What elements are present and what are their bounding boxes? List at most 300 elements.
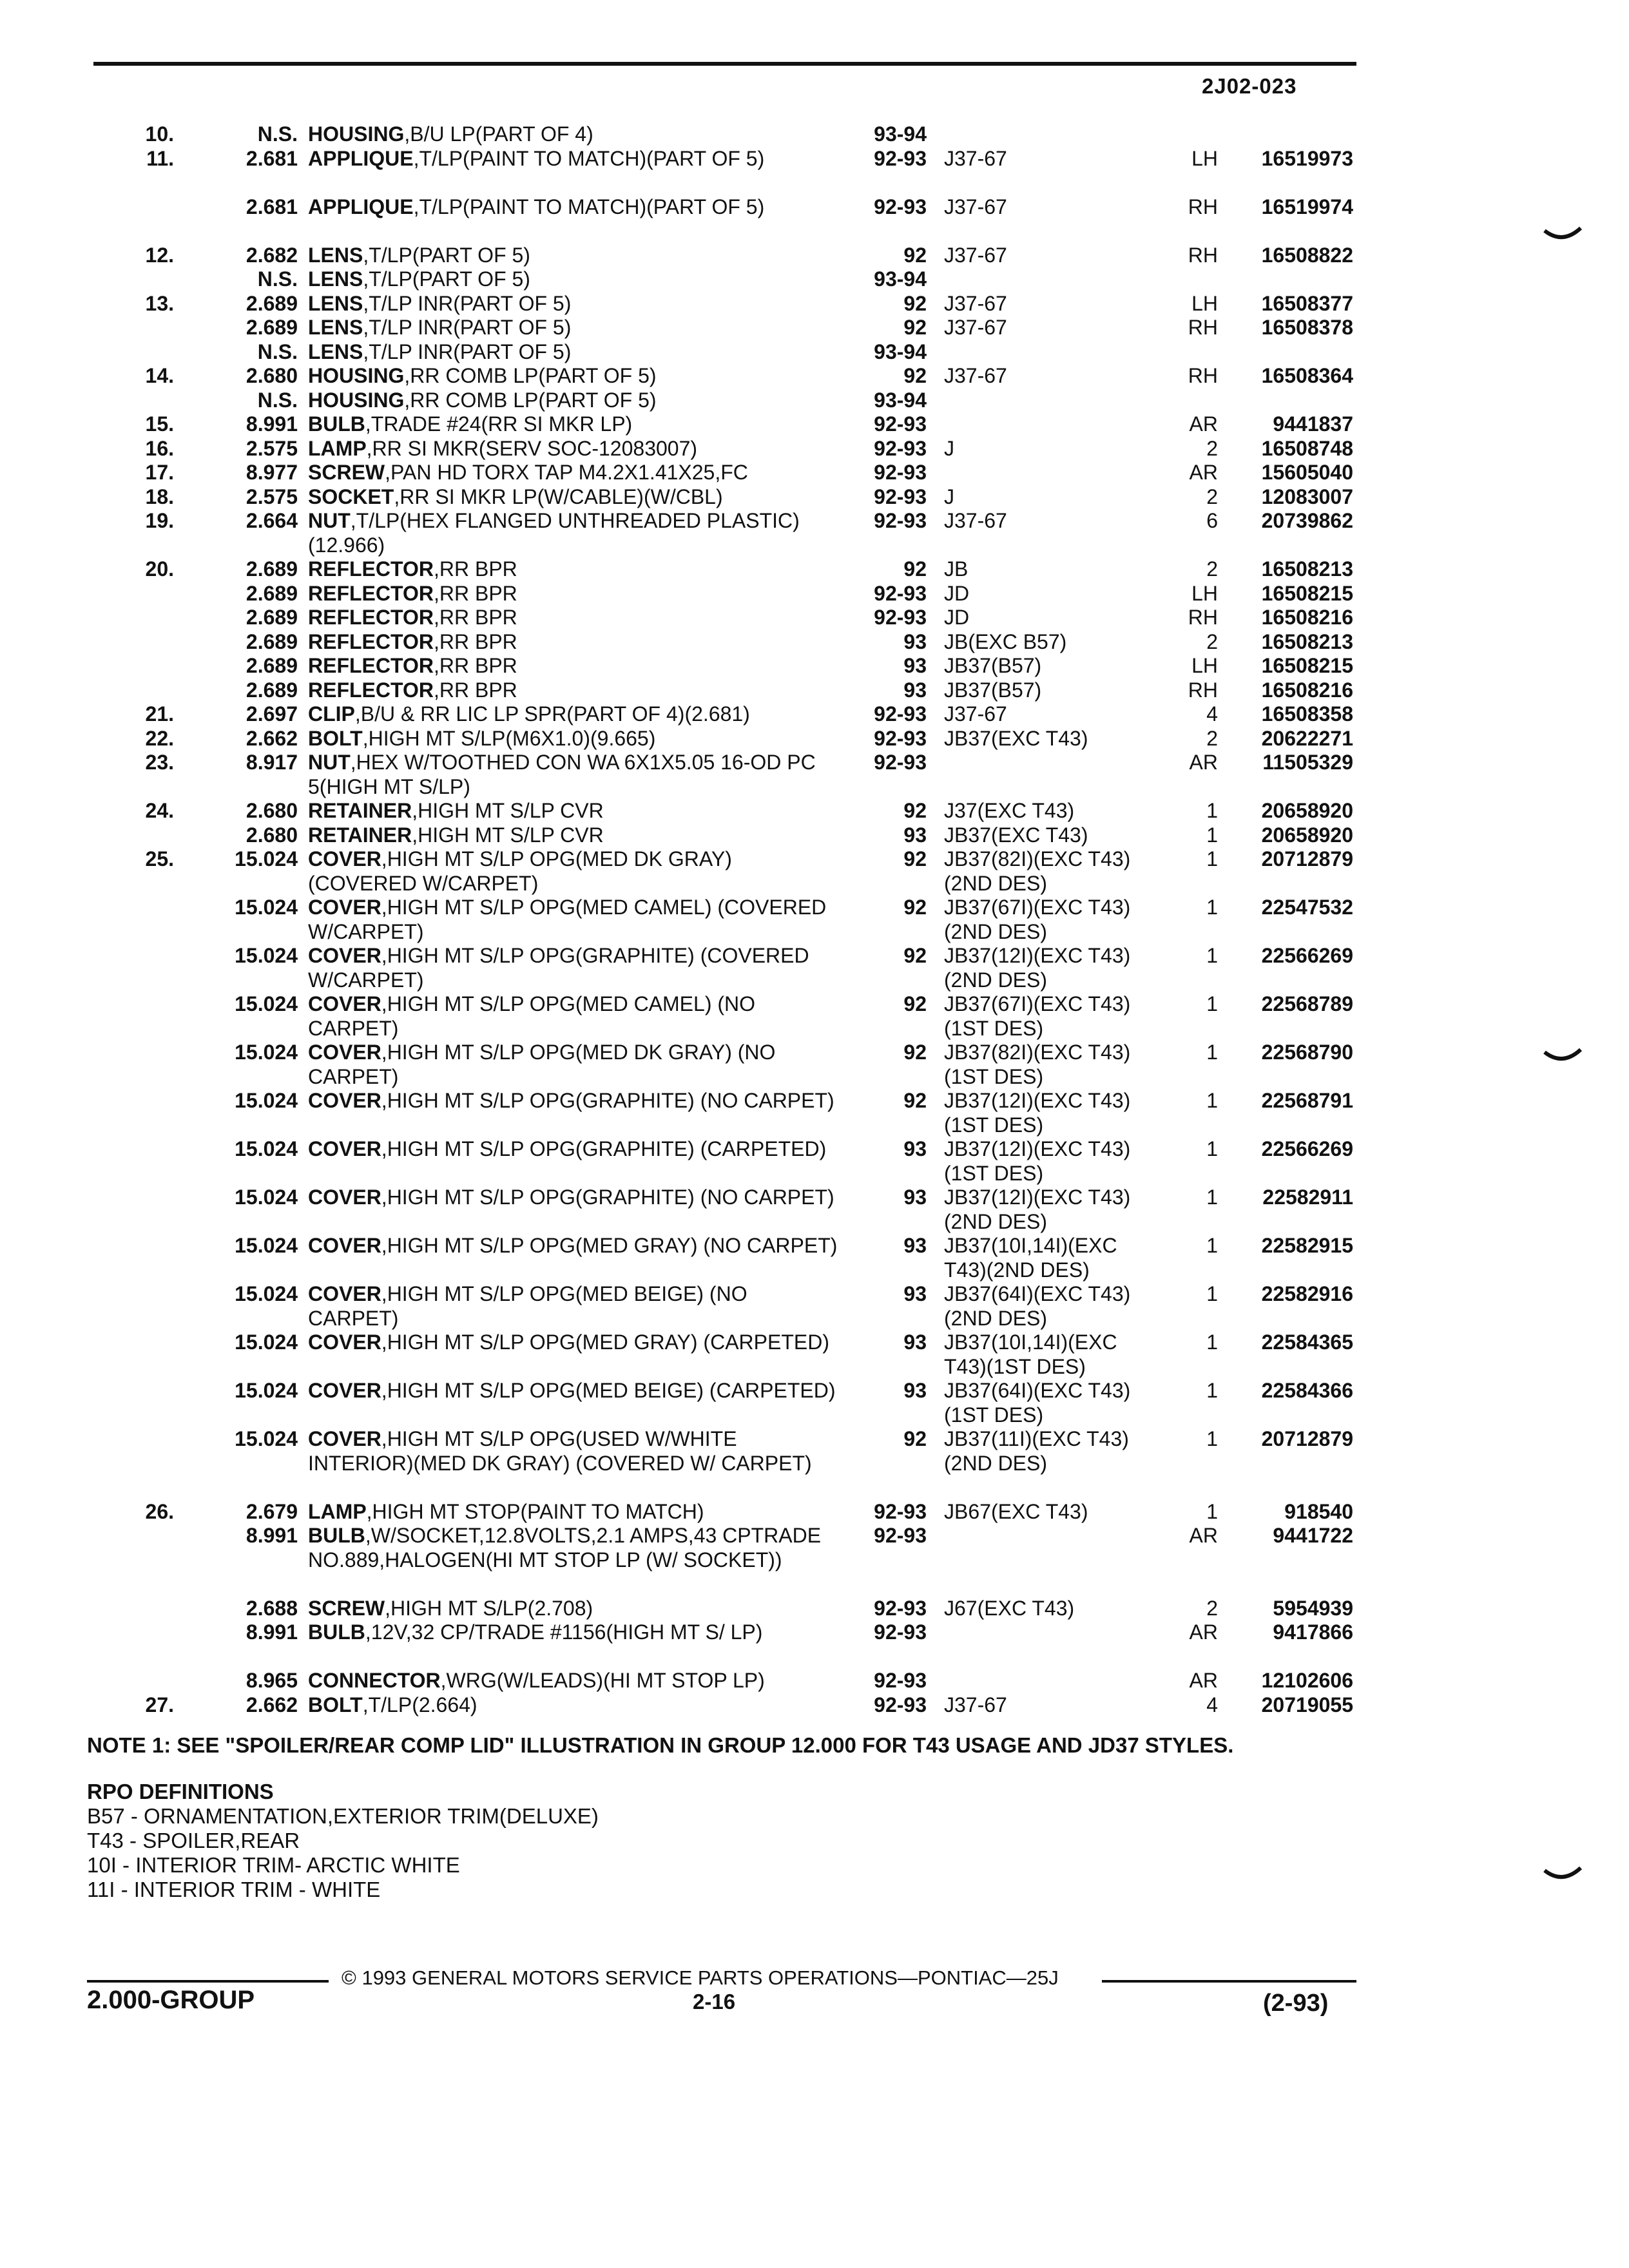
part-description (308, 292, 843, 316)
table-row (0, 1379, 1629, 1427)
ref-number: 14. (145, 364, 174, 387)
part-description (308, 437, 843, 461)
binder-mark-icon (1543, 1865, 1582, 1885)
table-row (0, 1500, 1629, 1524)
group-number: 2.689 (246, 678, 298, 702)
part-number: 20712879 (1261, 847, 1353, 870)
model-year: 92 (903, 1089, 927, 1112)
part-description (308, 1597, 843, 1621)
table-row (0, 1597, 1629, 1621)
usage: JB37(11I)(EXC T43)(2ND DES) (944, 1427, 1129, 1475)
part-detail: ,HIGH MT S/LP(2.708) (385, 1596, 593, 1620)
part-name: APPLIQUE (308, 146, 414, 170)
part-name: REFLECTOR (308, 557, 434, 581)
model-year: 92 (903, 847, 927, 870)
part-detail: ,RR SI MKR(SERV SOC-12083007) (366, 436, 698, 460)
usage: JB37(67I)(EXC T43)(2ND DES) (944, 896, 1131, 943)
model-year: 92-93 (874, 581, 927, 605)
part-detail: ,RR BPR (433, 678, 517, 702)
group-number: 15.024 (235, 944, 298, 967)
part-name: RETAINER (308, 823, 412, 847)
model-year: 93-94 (874, 267, 927, 291)
part-number: 16508216 (1261, 606, 1353, 629)
note-1: NOTE 1: SEE "SPOILER/REAR COMP LID" ILLUSTRATION IN GROUP 12.000 FOR T43 USAGE AND JD37 STYLES. (87, 1733, 1234, 1757)
quantity: 1 (1206, 847, 1218, 870)
model-year: 93 (903, 1186, 927, 1209)
part-name: COVER (308, 1089, 381, 1112)
part-number: 16508215 (1261, 581, 1353, 605)
part-description (308, 702, 843, 727)
table-row (0, 1427, 1629, 1500)
model-year: 92-93 (874, 1693, 927, 1716)
ref-number: 26. (145, 1499, 174, 1523)
part-description (308, 1331, 843, 1355)
table-row (0, 340, 1629, 365)
usage: J37-67 (944, 509, 1007, 532)
table-row (0, 316, 1629, 340)
model-year: 92-93 (874, 485, 927, 508)
part-number: 16508216 (1261, 678, 1353, 702)
part-detail: ,HIGH MT S/LP OPG(MED GRAY) (CARPETED) (381, 1331, 829, 1354)
table-row (0, 1186, 1629, 1234)
part-description (308, 606, 843, 630)
part-description (308, 1379, 843, 1403)
group-number: 15.024 (235, 896, 298, 919)
part-number: 16508364 (1261, 364, 1353, 387)
quantity: 1 (1206, 896, 1218, 919)
part-name: BOLT (308, 1693, 363, 1716)
quantity: AR (1189, 751, 1218, 774)
part-description (308, 461, 843, 485)
group-number: N.S. (257, 122, 298, 146)
quantity: AR (1189, 1524, 1218, 1547)
rpo-title: RPO DEFINITIONS (87, 1780, 274, 1803)
model-year: 92 (903, 799, 927, 822)
part-description (308, 847, 843, 896)
quantity: AR (1189, 1669, 1218, 1692)
part-description (308, 557, 843, 582)
group-number: 2.689 (246, 291, 298, 315)
part-name: COVER (308, 847, 381, 870)
part-name: REFLECTOR (308, 678, 434, 702)
part-detail: ,HIGH MT S/LP OPG(MED CAMEL) (NO CARPET) (308, 992, 756, 1040)
quantity: 1 (1206, 1234, 1218, 1257)
part-detail: ,RR BPR (433, 606, 517, 629)
table-row (0, 389, 1629, 413)
group-number: 8.965 (246, 1669, 298, 1692)
part-number: 20739862 (1261, 509, 1353, 532)
part-detail: ,HEX W/TOOTHED CON WA 6X1X5.05 16-OD PC 5(HIGH MT S/LP) (308, 751, 816, 798)
table-row (0, 1089, 1629, 1137)
ref-number: 17. (145, 461, 174, 484)
part-detail: ,HIGH MT S/LP OPG(GRAPHITE) (NO CARPET) (381, 1186, 834, 1209)
group-number: 2.662 (246, 1693, 298, 1716)
part-detail: ,HIGH MT S/LP CVR (412, 799, 604, 822)
usage: J (944, 485, 954, 508)
group-number: N.S. (257, 388, 298, 412)
part-description (308, 1137, 843, 1162)
usage: J37-67 (944, 146, 1007, 170)
model-year: 93-94 (874, 340, 927, 363)
part-detail: ,T/LP INR(PART OF 5) (363, 340, 572, 363)
part-name: BULB (308, 412, 365, 436)
group-number: N.S. (257, 267, 298, 291)
part-name: SCREW (308, 461, 385, 484)
group-number: 15.024 (235, 1427, 298, 1450)
table-row (0, 1524, 1629, 1597)
usage: J67(EXC T43) (944, 1596, 1075, 1620)
group-number: 15.024 (235, 992, 298, 1015)
part-number: 22582911 (1262, 1186, 1353, 1209)
table-row (0, 267, 1629, 292)
model-year: 92-93 (874, 412, 927, 436)
group-number: 15.024 (235, 1331, 298, 1354)
model-year: 92-93 (874, 606, 927, 629)
table-row (0, 799, 1629, 823)
part-name: SOCKET (308, 485, 394, 508)
quantity: 1 (1206, 1427, 1218, 1450)
part-name: BULB (308, 1620, 365, 1644)
part-number: 22582915 (1261, 1234, 1353, 1257)
ref-number: 13. (145, 291, 174, 315)
quantity: RH (1188, 316, 1218, 339)
top-rule (93, 62, 1356, 66)
usage: JB37(10I,14I)(EXC T43)(2ND DES) (944, 1234, 1117, 1282)
group-number: 2.575 (246, 485, 298, 508)
footer-rule-left (87, 1980, 329, 1983)
rpo-item: B57 - ORNAMENTATION,EXTERIOR TRIM(DELUXE) (87, 1804, 599, 1828)
part-description (308, 316, 843, 340)
quantity: 1 (1206, 1379, 1218, 1402)
group-number: 2.575 (246, 436, 298, 460)
table-row (0, 823, 1629, 848)
group-number: 2.680 (246, 364, 298, 387)
part-name: LAMP (308, 1499, 367, 1523)
model-year: 92-93 (874, 461, 927, 484)
part-number: 16508358 (1261, 702, 1353, 726)
usage: J37-67 (944, 316, 1007, 339)
group-number: 8.991 (246, 1620, 298, 1644)
part-name: CONNECTOR (308, 1669, 441, 1692)
part-name: RETAINER (308, 799, 412, 822)
footer-rule-right (1102, 1980, 1356, 1983)
quantity: LH (1191, 291, 1218, 315)
part-description (308, 823, 843, 848)
part-name: REFLECTOR (308, 654, 434, 677)
group-number: 2.689 (246, 629, 298, 653)
table-row (0, 364, 1629, 389)
part-description (308, 195, 843, 220)
usage: J (944, 436, 954, 460)
model-year: 93 (903, 823, 927, 847)
usage: JB37(82I)(EXC T43)(2ND DES) (944, 847, 1131, 895)
part-number: 16508213 (1261, 629, 1353, 653)
quantity: LH (1191, 654, 1218, 677)
parts-table (0, 122, 1629, 1717)
part-description (308, 799, 843, 823)
part-number: 20658920 (1261, 823, 1353, 847)
part-number: 16519973 (1261, 146, 1353, 170)
part-detail: ,T/LP(PART OF 5) (363, 267, 530, 291)
rpo-definitions (87, 1780, 599, 1902)
part-description (308, 389, 843, 413)
part-number: 918540 (1284, 1499, 1353, 1523)
table-row (0, 992, 1629, 1041)
rpo-item: 11I - INTERIOR TRIM - WHITE (87, 1878, 381, 1901)
table-row (0, 122, 1629, 147)
part-number: 22582916 (1261, 1282, 1353, 1305)
copyright: © 1993 GENERAL MOTORS SERVICE PARTS OPERATIONS—PONTIAC—25J (342, 1966, 1059, 1989)
part-detail: ,TRADE #24(RR SI MKR LP) (365, 412, 633, 436)
part-name: LENS (308, 267, 363, 291)
model-year: 92-93 (874, 146, 927, 170)
part-number: 9441837 (1273, 412, 1353, 436)
usage: J37-67 (944, 702, 1007, 726)
model-year: 92 (903, 291, 927, 315)
ref-number: 19. (145, 509, 174, 532)
model-year: 92-93 (874, 702, 927, 726)
table-row (0, 1041, 1629, 1089)
table-row (0, 1234, 1629, 1282)
part-description (308, 1620, 843, 1645)
part-number: 16508378 (1261, 316, 1353, 339)
part-description (308, 1524, 843, 1572)
table-row (0, 437, 1629, 461)
part-number: 22568791 (1261, 1089, 1353, 1112)
group-number: 15.024 (235, 1041, 298, 1064)
part-detail: ,HIGH MT S/LP CVR (412, 823, 604, 847)
quantity: 1 (1206, 1331, 1218, 1354)
quantity: 6 (1206, 509, 1218, 532)
quantity: 2 (1206, 726, 1218, 750)
model-year: 92 (903, 992, 927, 1015)
part-name: BOLT (308, 726, 363, 750)
group-number: 2.679 (246, 1499, 298, 1523)
quantity: AR (1189, 461, 1218, 484)
part-name: LENS (308, 340, 363, 363)
model-year: 92 (903, 944, 927, 967)
model-year: 92-93 (874, 1596, 927, 1620)
part-detail: ,W/SOCKET,12.8VOLTS,2.1 AMPS,43 CPTRADE NO.889,HALOGEN(HI MT STOP LP (W/ SOCKET)) (308, 1524, 822, 1571)
part-number: 22568790 (1261, 1041, 1353, 1064)
part-name: BULB (308, 1524, 365, 1547)
group-number: 2.689 (246, 557, 298, 581)
group-number: 15.024 (235, 1186, 298, 1209)
part-detail: ,HIGH MT STOP(PAINT TO MATCH) (366, 1499, 704, 1523)
part-detail: ,T/LP(PART OF 5) (363, 243, 530, 267)
part-detail: ,T/LP(PAINT TO MATCH)(PART OF 5) (413, 195, 765, 218)
part-detail: ,HIGH MT S/LP OPG(GRAPHITE) (NO CARPET) (381, 1089, 834, 1112)
quantity: 2 (1206, 557, 1218, 581)
model-year: 92-93 (874, 1669, 927, 1692)
part-name: NUT (308, 751, 351, 774)
part-description (308, 1693, 843, 1718)
table-row (0, 147, 1629, 195)
part-description (308, 1041, 843, 1089)
quantity: 1 (1206, 823, 1218, 847)
part-name: LENS (308, 291, 363, 315)
part-detail: ,T/LP INR(PART OF 5) (363, 291, 572, 315)
model-year: 92-93 (874, 509, 927, 532)
group-number: 2.689 (246, 581, 298, 605)
part-description (308, 1234, 843, 1258)
model-year: 92 (903, 316, 927, 339)
usage: JB37(B57) (944, 654, 1042, 677)
usage: J37(EXC T43) (944, 799, 1075, 822)
usage: JB37(EXC T43) (944, 823, 1088, 847)
usage: JD (944, 606, 970, 629)
part-description (308, 267, 843, 292)
quantity: RH (1188, 243, 1218, 267)
group-number: 15.024 (235, 1282, 298, 1305)
group-number: 15.024 (235, 1089, 298, 1112)
group-number: 2.680 (246, 799, 298, 822)
quantity: 1 (1206, 992, 1218, 1015)
group-number: 2.681 (246, 195, 298, 218)
part-name: COVER (308, 992, 381, 1015)
part-name: COVER (308, 1427, 381, 1450)
table-row (0, 1669, 1629, 1693)
group-number: 8.991 (246, 1524, 298, 1547)
model-year: 93 (903, 629, 927, 653)
quantity: 1 (1206, 799, 1218, 822)
usage: JB37(B57) (944, 678, 1042, 702)
part-description (308, 509, 843, 557)
table-row (0, 1331, 1629, 1379)
ref-number: 16. (145, 436, 174, 460)
part-detail: ,B/U & RR LIC LP SPR(PART OF 4)(2.681) (354, 702, 750, 726)
table-row (0, 195, 1629, 244)
part-detail: ,WRG(W/LEADS)(HI MT STOP LP) (440, 1669, 765, 1692)
part-detail: ,RR COMB LP(PART OF 5) (404, 388, 657, 412)
model-year: 92 (903, 1041, 927, 1064)
part-number: 22566269 (1261, 1137, 1353, 1160)
group-number: 2.662 (246, 726, 298, 750)
usage: JB37(64I)(EXC T43)(1ST DES) (944, 1379, 1131, 1427)
part-description (308, 122, 843, 147)
quantity: 1 (1206, 944, 1218, 967)
part-description (308, 147, 843, 171)
model-year: 93 (903, 1282, 927, 1305)
part-name: REFLECTOR (308, 629, 434, 653)
part-number: 16508215 (1261, 654, 1353, 677)
model-year: 92 (903, 557, 927, 581)
group-number: 15.024 (235, 1234, 298, 1257)
usage: JD (944, 581, 970, 605)
part-description (308, 654, 843, 678)
quantity: 2 (1206, 485, 1218, 508)
part-detail: ,RR SI MKR LP(W/CABLE)(W/CBL) (394, 485, 723, 508)
part-detail: ,T/LP(2.664) (362, 1693, 477, 1716)
part-name: COVER (308, 1282, 381, 1305)
table-row (0, 1282, 1629, 1331)
model-year: 92 (903, 243, 927, 267)
part-name: LAMP (308, 436, 367, 460)
binder-mark-icon (1543, 226, 1582, 245)
table-row (0, 751, 1629, 799)
ref-number: 23. (145, 751, 174, 774)
ref-number: 12. (145, 243, 174, 267)
part-number: 16508377 (1261, 291, 1353, 315)
part-name: SCREW (308, 1596, 385, 1620)
part-detail: ,HIGH MT S/LP OPG(MED BEIGE) (CARPETED) (381, 1379, 836, 1402)
model-year: 92-93 (874, 195, 927, 218)
part-detail: ,T/LP(HEX FLANGED UNTHREADED PLASTIC)(12.966) (308, 509, 800, 557)
group-label: 2.000-GROUP (87, 1986, 255, 2014)
part-name: REFLECTOR (308, 581, 434, 605)
table-row (0, 678, 1629, 703)
quantity: 2 (1206, 1596, 1218, 1620)
part-name: COVER (308, 1331, 381, 1354)
model-year: 93 (903, 1379, 927, 1402)
usage: J37-67 (944, 195, 1007, 218)
part-number: 20719055 (1261, 1693, 1353, 1716)
part-detail: ,RR BPR (433, 629, 517, 653)
part-name: COVER (308, 944, 381, 967)
part-detail: ,HIGH MT S/LP OPG(USED W/WHITE INTERIOR)(MED DK GRAY) (COVERED W/ CARPET) (308, 1427, 812, 1475)
part-number: 11505329 (1262, 751, 1353, 774)
table-row (0, 896, 1629, 944)
table-row (0, 292, 1629, 316)
table-row (0, 461, 1629, 485)
model-year: 92-93 (874, 1620, 927, 1644)
quantity: AR (1189, 412, 1218, 436)
group-number: 2.680 (246, 823, 298, 847)
part-description (308, 1186, 843, 1210)
model-year: 93 (903, 654, 927, 677)
part-detail: ,RR BPR (433, 654, 517, 677)
part-description (308, 412, 843, 437)
usage: J37-67 (944, 243, 1007, 267)
part-detail: ,RR BPR (433, 557, 517, 581)
usage: JB37(EXC T43) (944, 726, 1088, 750)
part-description (308, 1669, 843, 1693)
table-row (0, 485, 1629, 510)
model-year: 93 (903, 1331, 927, 1354)
part-description (308, 992, 843, 1041)
table-row (0, 630, 1629, 655)
model-year: 93 (903, 1137, 927, 1160)
quantity: RH (1188, 195, 1218, 218)
part-description (308, 582, 843, 606)
quantity: RH (1188, 364, 1218, 387)
part-detail: ,T/LP(PAINT TO MATCH)(PART OF 5) (413, 146, 765, 170)
quantity: LH (1191, 581, 1218, 605)
ref-number: 11. (146, 146, 174, 170)
part-number: 15605040 (1261, 461, 1353, 484)
usage: JB67(EXC T43) (944, 1499, 1088, 1523)
part-detail: ,HIGH MT S/LP OPG(MED CAMEL) (COVERED W/CARPET) (308, 896, 827, 943)
group-number: N.S. (257, 340, 298, 363)
part-number: 12083007 (1261, 485, 1353, 508)
part-description (308, 751, 843, 799)
rpo-item: T43 - SPOILER,REAR (87, 1829, 300, 1852)
part-name: LENS (308, 243, 363, 267)
part-name: COVER (308, 1379, 381, 1402)
quantity: AR (1189, 1620, 1218, 1644)
table-row (0, 509, 1629, 557)
ref-number: 10. (145, 122, 174, 146)
part-description (308, 1282, 843, 1331)
part-description (308, 678, 843, 703)
part-number: 22584366 (1261, 1379, 1353, 1402)
part-number: 22566269 (1261, 944, 1353, 967)
part-description (308, 364, 843, 389)
part-detail: ,HIGH MT S/LP OPG(MED DK GRAY) (NO CARPET) (308, 1041, 776, 1088)
part-number: 16508748 (1261, 436, 1353, 460)
group-number: 2.697 (246, 702, 298, 726)
part-detail: ,HIGH MT S/LP(M6X1.0)(9.665) (362, 726, 656, 750)
